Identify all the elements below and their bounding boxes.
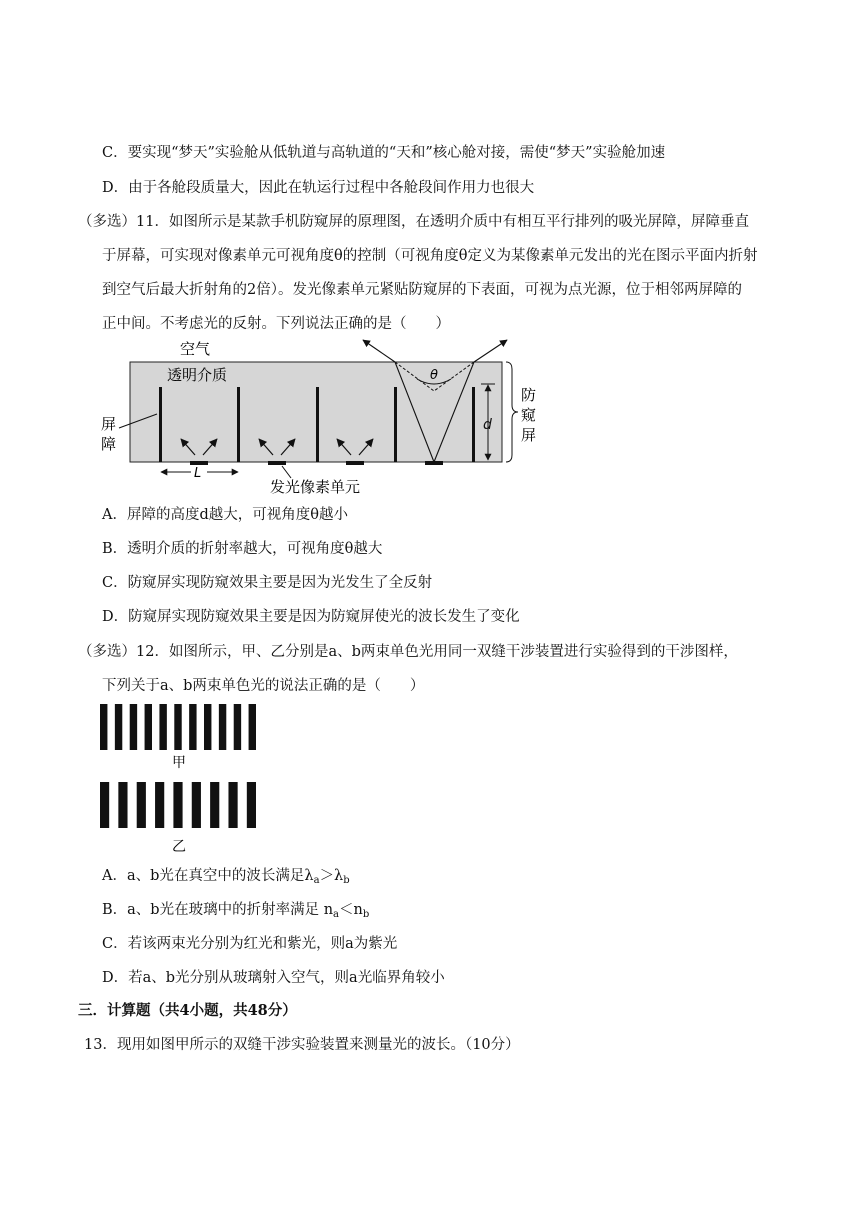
q12-option-b: B．a、b光在玻璃中的折射率满足 $n_a<n_b$: [102, 902, 370, 920]
screen-label-2: 窥: [521, 406, 537, 424]
q11-option-a: A．屏障的高度d越大，可视角度θ越小: [102, 507, 348, 523]
dark-fringe: [219, 704, 226, 750]
section-3-heading: 三．计算题（共4小题，共48分）: [78, 1002, 297, 1019]
dark-fringe: [145, 704, 152, 750]
dark-fringe: [173, 782, 182, 828]
dark-fringe: [234, 704, 241, 750]
dark-fringe: [100, 704, 107, 750]
barrier: [159, 387, 162, 462]
dark-fringe: [228, 782, 237, 828]
L-label: L: [194, 466, 202, 481]
screen-brace: [506, 362, 518, 462]
barrier: [472, 387, 475, 462]
q12-option-d: D．若a、b光分别从玻璃射入空气，则a光临界角较小: [102, 970, 445, 986]
medium-label: 透明介质: [167, 366, 228, 384]
dark-fringe: [204, 704, 211, 750]
pixel-unit: [190, 461, 208, 465]
dark-fringe: [210, 782, 219, 828]
q12-stem-line-1: （多选）12．如图所示，甲、乙分别是a、b两束单色光用同一双缝干涉装置进行实验得到的干涉图样，: [78, 644, 738, 660]
dark-fringe: [189, 704, 196, 750]
pixel-pointer: [282, 466, 291, 478]
dark-fringe: [159, 704, 166, 750]
pixel-label: 发光像素单元: [270, 478, 361, 496]
d-label: d: [483, 417, 492, 433]
dark-fringe: [100, 782, 109, 828]
dark-fringe: [174, 704, 181, 750]
interference-pattern-jia: [100, 704, 256, 750]
q11-option-d: D．防窥屏实现防窥效果主要是因为防窥屏使光的波长发生了变化: [102, 609, 520, 625]
dark-fringe: [118, 782, 127, 828]
q11-stem-line-3: 到空气后最大折射角的2倍）。发光像素单元紧贴防窥屏的下表面，可视为点光源，位于相邻两屏障的: [102, 282, 742, 298]
dark-fringe: [192, 782, 201, 828]
dark-fringe: [115, 704, 122, 750]
privacy-screen-diagram: [95, 335, 545, 505]
q12-option-c: C．若该两束光分别为红光和紫光，则a为紫光: [102, 936, 398, 952]
pattern-yi-label: 乙: [172, 839, 186, 855]
interference-patterns: [100, 704, 258, 856]
barrier-label-1: 屏: [101, 415, 117, 433]
barrier-label-2: 障: [101, 435, 117, 453]
pixel-unit: [346, 461, 364, 465]
pixel-unit: [268, 461, 286, 465]
air-label: 空气: [180, 340, 211, 358]
refracted-ray-right: [474, 340, 507, 362]
q11-option-c: C．防窥屏实现防窥效果主要是因为光发生了全反射: [102, 575, 433, 591]
interference-pattern-yi: [100, 782, 256, 828]
q11-stem-line-1: （多选）11．如图所示是某款手机防窥屏的原理图，在透明介质中有相互平行排列的吸光屏障，屏障垂直: [78, 214, 749, 230]
pattern-jia-label: 甲: [172, 755, 186, 771]
q12-stem-line-2: 下列关于a、b两束单色光的说法正确的是（ ）: [102, 678, 425, 694]
dark-fringe: [155, 782, 164, 828]
q11-stem-line-4: 正中间。不考虑光的反射。下列说法正确的是（ ）: [102, 316, 450, 332]
screen-label-1: 防: [521, 386, 537, 404]
q10-option-c: C．要实现“梦天”实验舱从低轨道与高轨道的“天和”核心舱对接，需使“梦天”实验舱加速: [102, 145, 666, 161]
dark-fringe: [137, 782, 146, 828]
dark-fringe: [247, 782, 256, 828]
q10-option-d: D．由于各舱段质量大，因此在轨运行过程中各舱段间作用力也很大: [102, 180, 535, 196]
q12-option-a: A．a、b光在真空中的波长满足$\lambda_a>\lambda_b$: [102, 868, 350, 886]
barrier: [237, 387, 240, 462]
q13-stem: 13．现用如图甲所示的双缝干涉实验装置来测量光的波长。（10分）: [84, 1037, 520, 1053]
barrier: [394, 387, 397, 462]
theta-label: θ: [430, 368, 438, 383]
q11-stem-line-2: 于屏幕，可实现对像素单元可视角度θ的控制（可视角度θ定义为某像素单元发出的光在图示平面内折射: [102, 248, 758, 264]
dark-fringe: [130, 704, 137, 750]
refracted-ray-left: [363, 340, 395, 362]
q11-option-b: B．透明介质的折射率越大，可视角度θ越大: [102, 541, 383, 557]
barrier: [316, 387, 319, 462]
dark-fringe: [249, 704, 256, 750]
screen-label-3: 屏: [521, 426, 537, 444]
